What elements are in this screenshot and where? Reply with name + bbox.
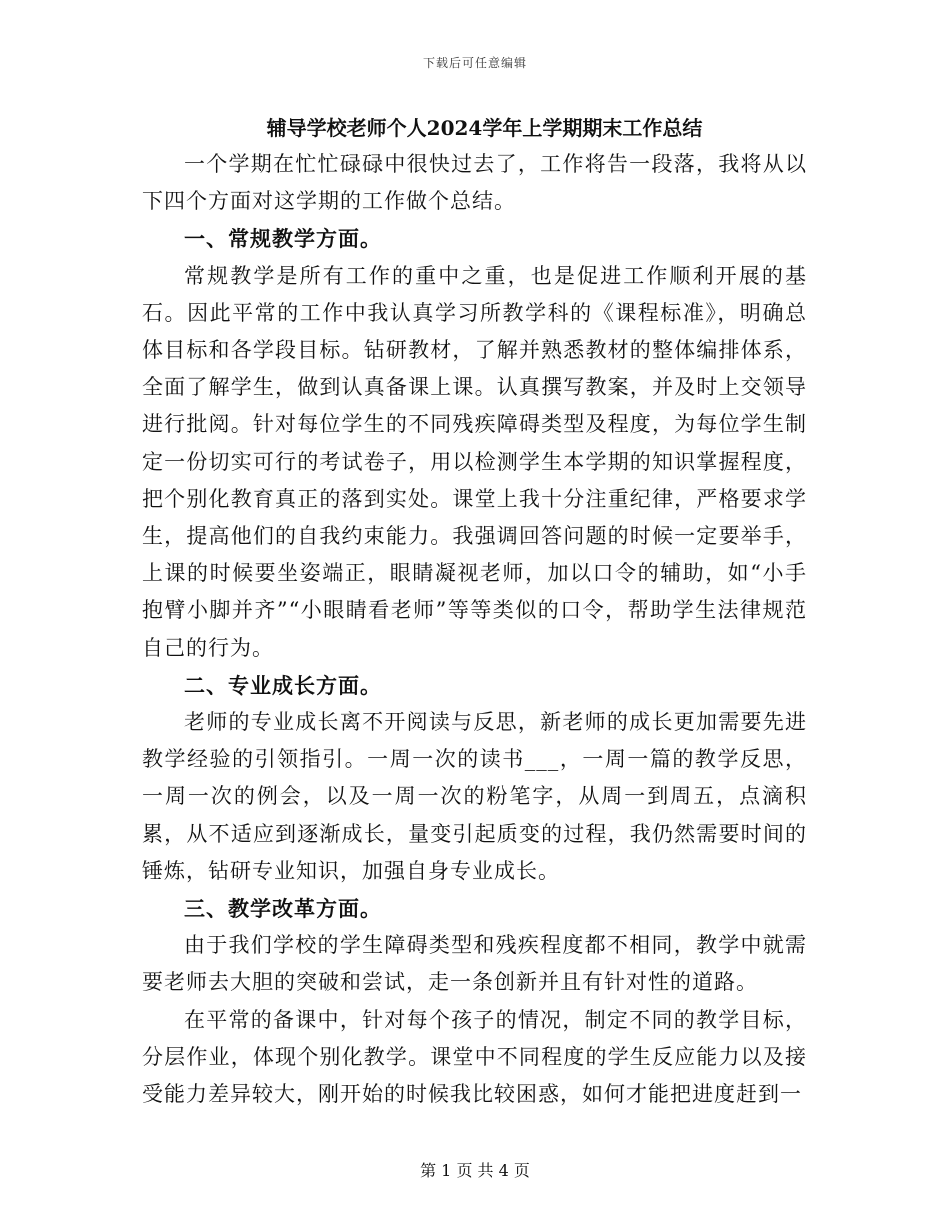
header-note: 下载后可任意编辑 (422, 56, 527, 70)
section-heading-teaching-reform: 三、教学改革方面。 (184, 896, 382, 922)
page-footer: 第 1 页 共 4 页 (420, 1161, 530, 1180)
intro-paragraph: 一个学期在忙忙碌碌中很快过去了，工作将告一段落，我将从以下四个方面对这学期的工作做个总结。 (142, 152, 807, 214)
section-heading-professional-growth: 二、专业成长方面。 (184, 672, 382, 698)
document-title: 辅导学校老师个人2024学年上学期期末工作总结 (266, 116, 703, 140)
section-heading-routine-teaching: 一、常规教学方面。 (184, 226, 382, 252)
teaching-reform-paragraph-1: 由于我们学校的学生障碍类型和残疾程度都不相同，教学中就需要老师去大胆的突破和尝试，走一条创新并且有针对性的道路。 (142, 933, 807, 995)
teaching-reform-paragraph-2: 在平常的备课中，针对每个孩子的情况，制定不同的教学目标，分层作业，体现个别化教学。课堂中不同程度的学生反应能力以及接受能力差异较大，刚开始的时候我比较困惑，如何才能把进度赶到一 (142, 1007, 807, 1107)
routine-teaching-paragraph: 常规教学是所有工作的重中之重，也是促进工作顺利开展的基石。因此平常的工作中我认真学习所教学科的《课程标准》，明确总体目标和各学段目标。钻研教材，了解并熟悉教材的整体编排体系，全面了解学生，做到认真备课上课。认真撰写教案，并及时上交领导进行批阅。针对每位学生的不同残疾障碍类型及程度，为每位学生制定一份切实可行的考试卷子，用以检测学生本学期的知识掌握程度，把个别化教育真正的落到实处。课堂上我十分注重纪律，严格要求学生，提高他们的自我约束能力。我强调回答问题的时候一定要举手，上课的时候要坐姿端正，眼睛凝视老师，加以口令的辅助，如“小手抱臂小脚并齐”“小眼睛看老师”等等类似的口令，帮助学生法律规范自己的行为。 (142, 263, 807, 660)
document-body (142, 110, 807, 1113)
professional-growth-paragraph: 老师的专业成长离不开阅读与反思，新老师的成长更加需要先进教学经验的引领指引。一周一次的读书___，一周一篇的教学反思，一周一次的例会，以及一周一次的粉笔字，从周一到周五，点滴积累，从不适应到逐渐成长，量变引起质变的过程，我仍然需要时间的锤炼，钻研专业知识，加强自身专业成长。 (142, 710, 807, 883)
